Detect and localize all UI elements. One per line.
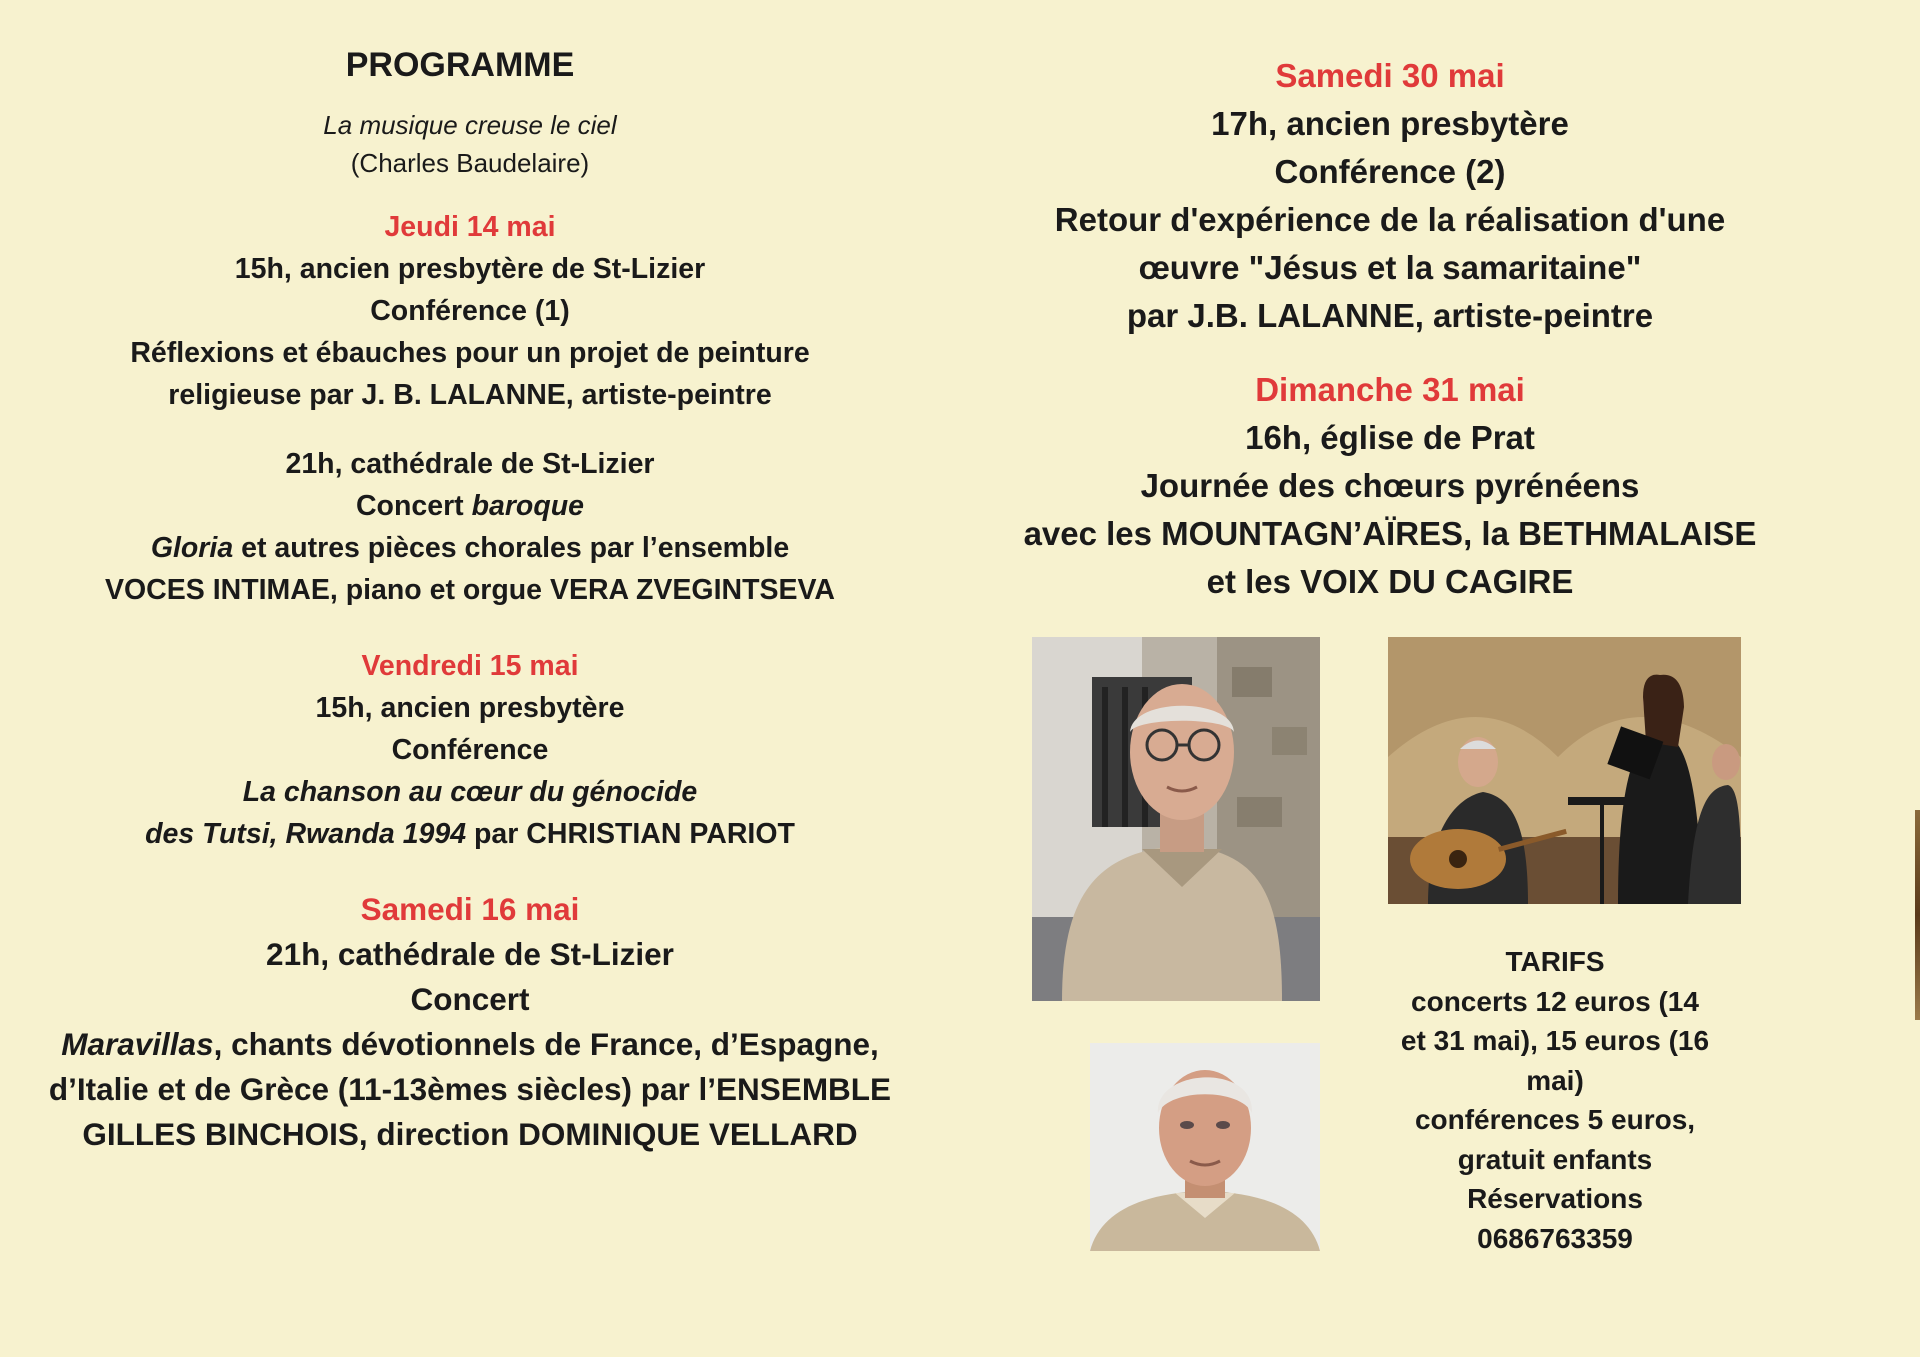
jeudi-line-1: 15h, ancien presbytère de St-Lizier (234, 253, 706, 285)
jeudi-14-section (30, 206, 910, 416)
page-edge-strip (1915, 810, 1920, 1020)
samedi16-line-1: 21h, cathédrale de St-Lizier (266, 936, 674, 972)
jeudi-line-8: VOCES INTIMAE, piano et orgue VERA ZVEGINTSEVA (105, 574, 835, 606)
samedi30-line-1: 17h, ancien presbytère (1211, 105, 1569, 142)
samedi30-line-4: œuvre "Jésus et la samaritaine" (1138, 249, 1642, 286)
jeudi-line-4: religieuse par J. B. LALANNE, artiste-peintre (168, 379, 772, 411)
tarifs-line-4: conférences 5 euros, (1414, 1104, 1696, 1135)
programme-title: PROGRAMME (345, 46, 575, 84)
tarifs-title: TARIFS (1505, 946, 1605, 977)
jeudi-14-concert (30, 443, 910, 611)
jeudi-line-5: 21h, cathédrale de St-Lizier (285, 448, 655, 480)
tarifs-block (1380, 942, 1730, 1258)
dimanche31-date: Dimanche 31 mai (1255, 371, 1525, 408)
samedi16-line-3b: , chants dévotionnels de France, d’Espagne, (213, 1026, 879, 1062)
vendredi-date: Vendredi 15 mai (361, 650, 579, 682)
jeudi-line-7b: et autres pièces chorales par l’ensemble (233, 532, 790, 564)
dimanche31-line-2: Journée des chœurs pyrénéens (1140, 467, 1640, 504)
jeudi-date: Jeudi 14 mai (384, 211, 556, 243)
tarifs-line-1: concerts 12 euros (14 (1411, 985, 1699, 1017)
jeudi-line-7a: Gloria (150, 532, 234, 564)
samedi30-line-5: par J.B. LALANNE, artiste-peintre (1126, 297, 1654, 334)
vendredi-line-3: La chanson au cœur du génocide (242, 776, 698, 808)
vendredi-line-2: Conférence (391, 734, 549, 766)
epigraph (30, 106, 910, 182)
samedi16-line-5: GILLES BINCHOIS, direction DOMINIQUE VELLARD (82, 1116, 858, 1152)
vendredi-line-4b: par CHRISTIAN PARIOT (466, 818, 795, 850)
portrait-photo-artist (1032, 637, 1320, 1001)
vendredi-line-1: 15h, ancien presbytère (315, 692, 625, 724)
vendredi-15-section (30, 645, 910, 855)
tarifs-line-6: Réservations (1467, 1183, 1643, 1214)
samedi16-line-4: d’Italie et de Grèce (11-13èmes siècles) par l’ENSEMBLE (48, 1071, 892, 1107)
dimanche31-line-4: et les VOIX DU CAGIRE (1206, 563, 1574, 600)
jeudi-line-7 (30, 527, 910, 569)
jeudi-line-6a: Concert (355, 490, 472, 522)
tarifs-line-3: mai) (1526, 1064, 1584, 1096)
epigraph-author: (Charles Baudelaire) (350, 148, 590, 178)
vendredi-line-4 (30, 813, 910, 855)
dimanche31-line-1: 16h, église de Prat (1245, 419, 1535, 456)
samedi16-line-3a: Maravillas (61, 1026, 214, 1062)
jeudi-line-2: Conférence (1) (370, 295, 570, 327)
jeudi-line-3: Réflexions et ébauches pour un projet de peinture (130, 337, 810, 369)
samedi16-line-2: Concert (410, 981, 530, 1017)
samedi16-date: Samedi 16 mai (360, 891, 580, 927)
samedi30-line-2: Conférence (2) (1274, 153, 1506, 190)
samedi30-date: Samedi 30 mai (1275, 57, 1505, 94)
jeudi-line-6 (30, 485, 910, 527)
dimanche-31-section (1000, 366, 1780, 606)
samedi16-line-3 (30, 1022, 910, 1067)
dimanche31-line-3: avec les MOUNTAGN’AÏRES, la BETHMALAISE (1023, 515, 1757, 552)
jeudi-line-6b: baroque (471, 490, 585, 522)
tarifs-phone: 0686763359 (1477, 1222, 1633, 1254)
epigraph-quote: La musique creuse le ciel (323, 110, 617, 140)
concert-ensemble-photo (1388, 637, 1741, 904)
portrait-photo-speaker (1090, 1043, 1320, 1251)
samedi30-line-3: Retour d'expérience de la réalisation d'une (1054, 201, 1726, 238)
tarifs-line-5: gratuit enfants (1457, 1143, 1653, 1175)
samedi-16-section (30, 887, 910, 1157)
tarifs-line-2: et 31 mai), 15 euros (16 (1400, 1025, 1710, 1056)
vendredi-line-4a: des Tutsi, Rwanda 1994 (145, 818, 467, 850)
samedi-30-section (1000, 52, 1780, 340)
